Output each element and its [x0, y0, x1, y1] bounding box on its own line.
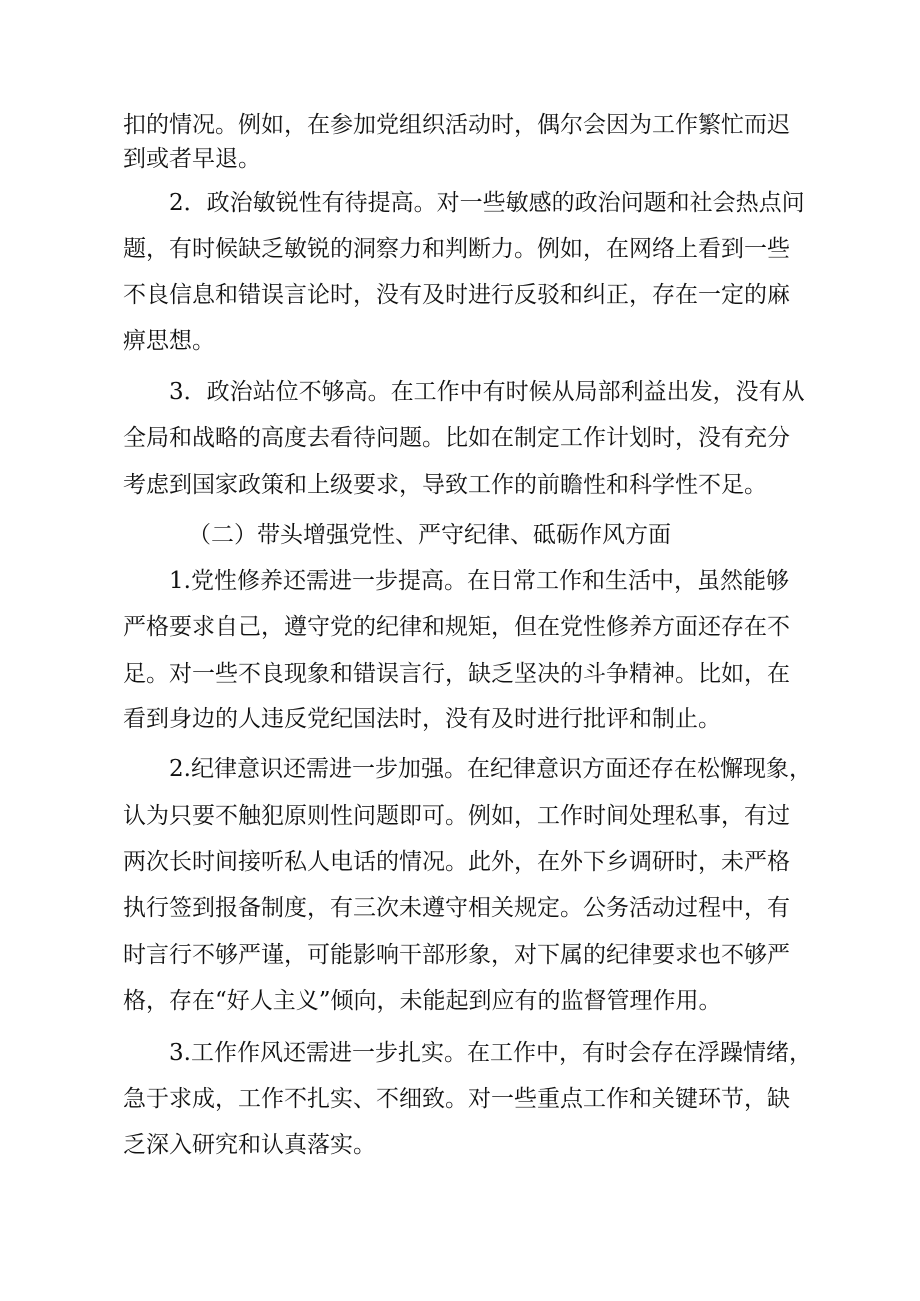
paragraph-line: 看到身边的人违反党纪国法时，没有及时进行批评和制止。: [123, 706, 721, 732]
paragraph-line: 2．政治敏锐性有待提高。对一些敏感的政治问题和社会热点问: [169, 190, 805, 216]
paragraph-line: 扣的情况。例如，在参加党组织活动时，偶尔会因为工作繁忙而迟: [123, 112, 790, 138]
paragraph-line: 考虑到国家政策和上级要求，导致工作的前瞻性和科学性不足。: [123, 472, 767, 498]
paragraph-line: 乏深入研究和认真落实。: [123, 1132, 376, 1158]
paragraph-line: 全局和战略的高度去看待问题。比如在制定工作计划时，没有充分: [123, 425, 790, 451]
paragraph-line: 急于求成，工作不扎实、不细致。对一些重点工作和关键环节，缺: [123, 1086, 790, 1112]
paragraph-line: 严格要求自己，遵守党的纪律和规矩，但在党性修养方面还存在不: [123, 614, 790, 640]
paragraph-line: 认为只要不触犯原则性问题即可。例如，工作时间处理私事，有过: [123, 803, 790, 829]
paragraph-line: 执行签到报备制度，有三次未遵守相关规定。公务活动过程中，有: [123, 895, 790, 921]
paragraph-line: 痹思想。: [123, 328, 215, 354]
paragraph-line: 题，有时候缺乏敏锐的洞察力和判断力。例如，在网络上看到一些: [123, 236, 790, 262]
paragraph-line: 1.党性修养还需进一步提高。在日常工作和生活中，虽然能够: [169, 568, 789, 594]
paragraph-line: 时言行不够严谨，可能影响干部形象，对下属的纪律要求也不够严: [123, 942, 790, 968]
paragraph-line: 3.工作作风还需进一步扎实。在工作中，有时会存在浮躁情绪，: [169, 1040, 812, 1066]
paragraph-line: 3．政治站位不够高。在工作中有时候从局部利益出发，没有从: [169, 379, 805, 405]
section-heading: （二）带头增强党性、严守纪律、砥砺作风方面: [188, 522, 671, 548]
paragraph-line: 2.纪律意识还需进一步加强。在纪律意识方面还存在松懈现象，: [169, 756, 812, 782]
paragraph-line: 格，存在“好人主义”倾向，未能起到应有的监督管理作用。: [123, 988, 722, 1014]
paragraph-line: 足。对一些不良现象和错误言行，缺乏坚决的斗争精神。比如，在: [123, 661, 790, 687]
paragraph-line: 两次长时间接听私人电话的情况。此外，在外下乡调研时，未严格: [123, 849, 790, 875]
paragraph-line: 到或者早退。: [123, 146, 261, 172]
paragraph-line: 不良信息和错误言论时，没有及时进行反驳和纠正，存在一定的麻: [123, 282, 790, 308]
